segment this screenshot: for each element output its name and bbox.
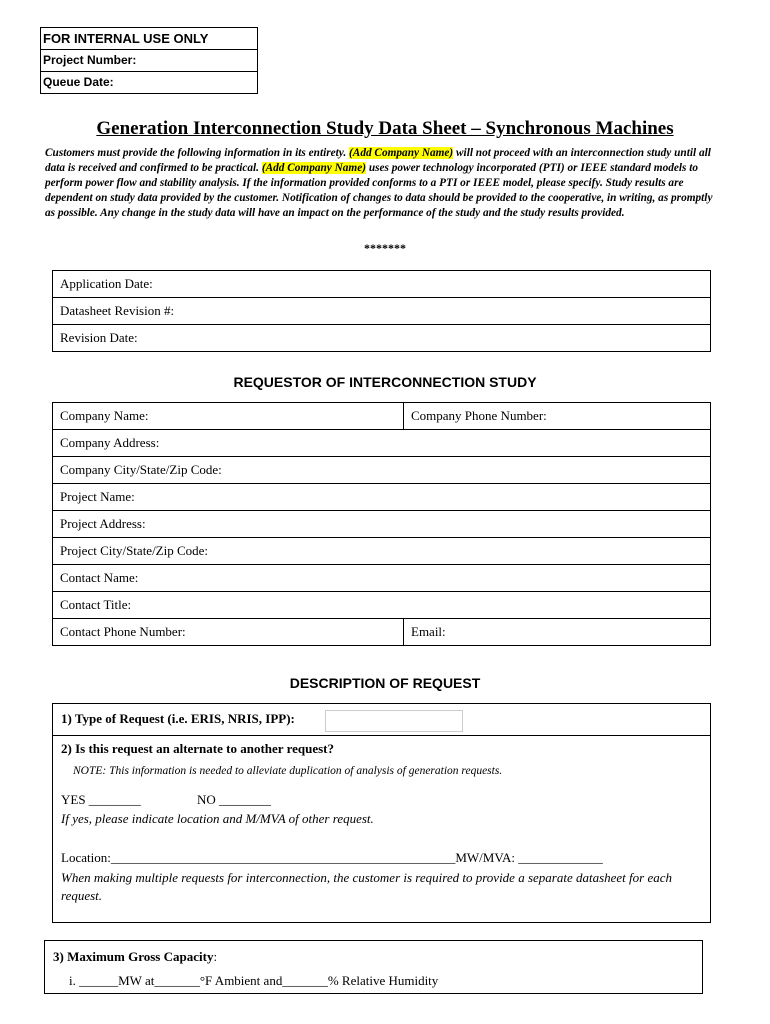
if-yes-instruction: If yes, please indicate location and M/MVA of other request. bbox=[61, 811, 374, 826]
project-address-field[interactable]: Project Address: bbox=[53, 511, 711, 538]
contact-name-field[interactable]: Contact Name: bbox=[53, 565, 711, 592]
requestor-table bbox=[52, 402, 711, 646]
page-title: Generation Interconnection Study Data Sheet – Synchronous Machines bbox=[96, 118, 674, 139]
separator-stars: ******* bbox=[364, 241, 406, 255]
yes-field[interactable]: YES ________ bbox=[61, 792, 141, 807]
application-date-field[interactable]: Application Date: bbox=[53, 271, 711, 298]
datasheet-revision-field[interactable]: Datasheet Revision #: bbox=[53, 298, 711, 325]
multiple-requests-note: When making multiple requests for interconnection, the customer is required to provide a separate datasheet for each request. bbox=[61, 870, 673, 903]
internal-use-heading: FOR INTERNAL USE ONLY bbox=[41, 28, 257, 50]
intro-text-3: uses power technology incorporated (PTI) or IEEE standard models to perform power flow and stability analysis. If the information provided conforms to a PTI or IEEE model, please specify. Study results are dependent on study data provided by the customer. Notification of changes to data should be provided to the cooperative, in writing, as promptly as possible. Any change in the study data will have an impact on the performance of the study and the study results provided. bbox=[45, 162, 713, 219]
description-heading: DESCRIPTION OF REQUEST bbox=[289, 675, 481, 691]
alternate-question: 2) Is this request an alternate to another request? bbox=[61, 741, 334, 756]
contact-phone-field[interactable]: Contact Phone Number: bbox=[53, 619, 404, 646]
company-name-highlight-2: (Add Company Name) bbox=[261, 162, 366, 174]
capacity-colon: : bbox=[213, 949, 218, 964]
company-address-field[interactable]: Company Address: bbox=[53, 430, 711, 457]
requestor-heading: REQUESTOR OF INTERCONNECTION STUDY bbox=[233, 374, 537, 390]
project-name-field[interactable]: Project Name: bbox=[53, 484, 711, 511]
capacity-box bbox=[44, 940, 703, 994]
application-table bbox=[52, 270, 711, 352]
description-box bbox=[52, 703, 711, 923]
company-name-field[interactable]: Company Name: bbox=[53, 403, 404, 430]
company-phone-field[interactable]: Company Phone Number: bbox=[404, 403, 711, 430]
intro-paragraph bbox=[45, 146, 725, 221]
location-mw-field[interactable]: Location:_____________________________________________________MW/MVA: _____________ bbox=[61, 850, 603, 865]
contact-title-field[interactable]: Contact Title: bbox=[53, 592, 711, 619]
request-type-label: 1) Type of Request (i.e. ERIS, NRIS, IPP): bbox=[61, 711, 295, 726]
capacity-line-i[interactable]: i. ______MW at_______°F Ambient and_______% Relative Humidity bbox=[69, 973, 439, 988]
project-number-field[interactable]: Project Number: bbox=[41, 50, 257, 72]
company-city-field[interactable]: Company City/State/Zip Code: bbox=[53, 457, 711, 484]
request-type-row bbox=[53, 704, 710, 736]
intro-text-1: Customers must provide the following information in its entirety. bbox=[45, 147, 350, 159]
internal-use-box bbox=[40, 27, 258, 94]
alternate-note: NOTE: This information is needed to alleviate duplication of analysis of generation requests. bbox=[73, 765, 503, 777]
queue-date-field[interactable]: Queue Date: bbox=[43, 75, 114, 89]
no-field[interactable]: NO ________ bbox=[197, 792, 272, 807]
company-name-highlight-1: (Add Company Name) bbox=[349, 147, 454, 159]
intro-text-2: will not proceed with an interconnection study until all data is received and confirmed to be practical. bbox=[45, 147, 711, 174]
capacity-title-text: 3) Maximum Gross Capacity bbox=[53, 949, 214, 964]
project-city-field[interactable]: Project City/State/Zip Code: bbox=[53, 538, 711, 565]
capacity-title bbox=[53, 949, 217, 965]
email-field[interactable]: Email: bbox=[404, 619, 711, 646]
revision-date-field[interactable]: Revision Date: bbox=[53, 325, 711, 352]
request-type-input[interactable] bbox=[325, 710, 463, 732]
